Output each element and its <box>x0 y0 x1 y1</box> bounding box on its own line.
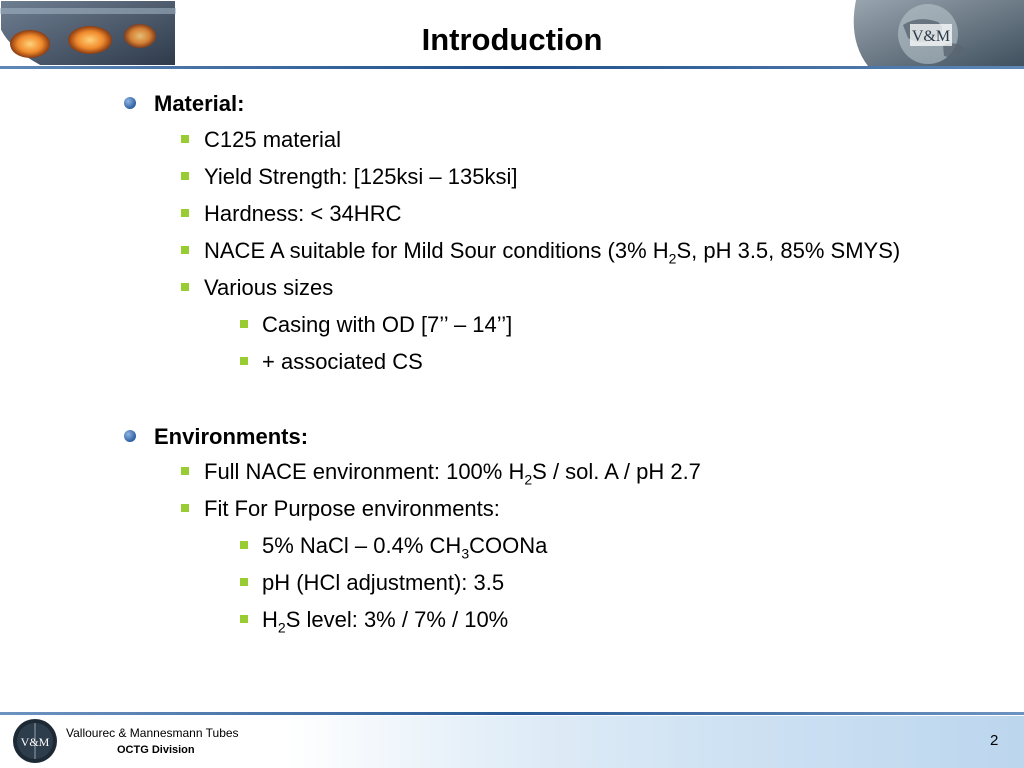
footer-background <box>0 716 1024 768</box>
subscript: 2 <box>668 250 677 267</box>
footer-company-name: Vallourec & Mannesmann Tubes <box>66 726 239 740</box>
subscript: 2 <box>524 471 533 488</box>
bullet-circle-icon <box>124 97 136 109</box>
header-photo-globe <box>848 0 1024 66</box>
list-item-text: NACE A suitable for Mild Sour conditions (3% H <box>204 238 669 263</box>
list-item <box>262 533 548 562</box>
footer-division-name: OCTG Division <box>117 744 195 756</box>
slide-header <box>0 0 1024 72</box>
list-item: Various sizes <box>204 275 334 300</box>
footer-rule <box>0 712 1024 715</box>
list-item: Casing with OD [7’’ – 14’’] <box>262 312 513 337</box>
list-item: pH (HCl adjustment): 3.5 <box>262 570 505 595</box>
list-item <box>262 607 509 636</box>
bullet-square-icon <box>181 172 189 180</box>
bullet-circle-icon <box>124 430 136 442</box>
bullet-square-icon <box>181 467 189 475</box>
bullet-square-icon <box>240 357 248 365</box>
bullet-square-icon <box>181 135 189 143</box>
list-item-text: COONa <box>469 533 548 558</box>
list-item-text: S, pH 3.5, 85% SMYS) <box>676 238 901 263</box>
bullet-square-icon <box>240 541 248 549</box>
section-heading-environments: Environments: <box>154 424 309 449</box>
svg-text:V&M: V&M <box>20 735 50 749</box>
svg-text:V&M: V&M <box>911 28 951 45</box>
list-item: C125 material <box>204 127 341 152</box>
list-item: Fit For Purpose environments: <box>204 496 500 521</box>
list-item: Yield Strength: [125ksi – 135ksi] <box>204 164 518 189</box>
bullet-square-icon <box>240 320 248 328</box>
list-item-text: Full NACE environment: 100% H <box>204 459 525 484</box>
globe-logo-icon <box>848 0 1024 66</box>
bullet-square-icon <box>181 209 189 217</box>
list-item <box>204 238 901 267</box>
slide-footer <box>0 712 1024 768</box>
list-item: Hardness: < 34HRC <box>204 201 402 226</box>
slide-title: Introduction <box>421 22 603 57</box>
list-item <box>204 459 701 488</box>
bullet-square-icon <box>240 578 248 586</box>
bullet-square-icon <box>181 283 189 291</box>
list-item-text: S / sol. A / pH 2.7 <box>532 459 701 484</box>
header-rule <box>0 66 1024 69</box>
bullet-square-icon <box>181 246 189 254</box>
section-heading-material: Material: <box>154 91 245 116</box>
subscript: 3 <box>461 545 470 562</box>
vm-logo-icon <box>12 718 58 764</box>
list-item: + associated CS <box>262 349 423 374</box>
subscript: 2 <box>277 619 286 636</box>
page-number: 2 <box>990 732 999 749</box>
list-item-text: H <box>262 607 278 632</box>
list-item-text: S level: 3% / 7% / 10% <box>285 607 509 632</box>
bullet-square-icon <box>240 615 248 623</box>
list-item-text: 5% NaCl – 0.4% CH <box>262 533 462 558</box>
bullet-square-icon <box>181 504 189 512</box>
